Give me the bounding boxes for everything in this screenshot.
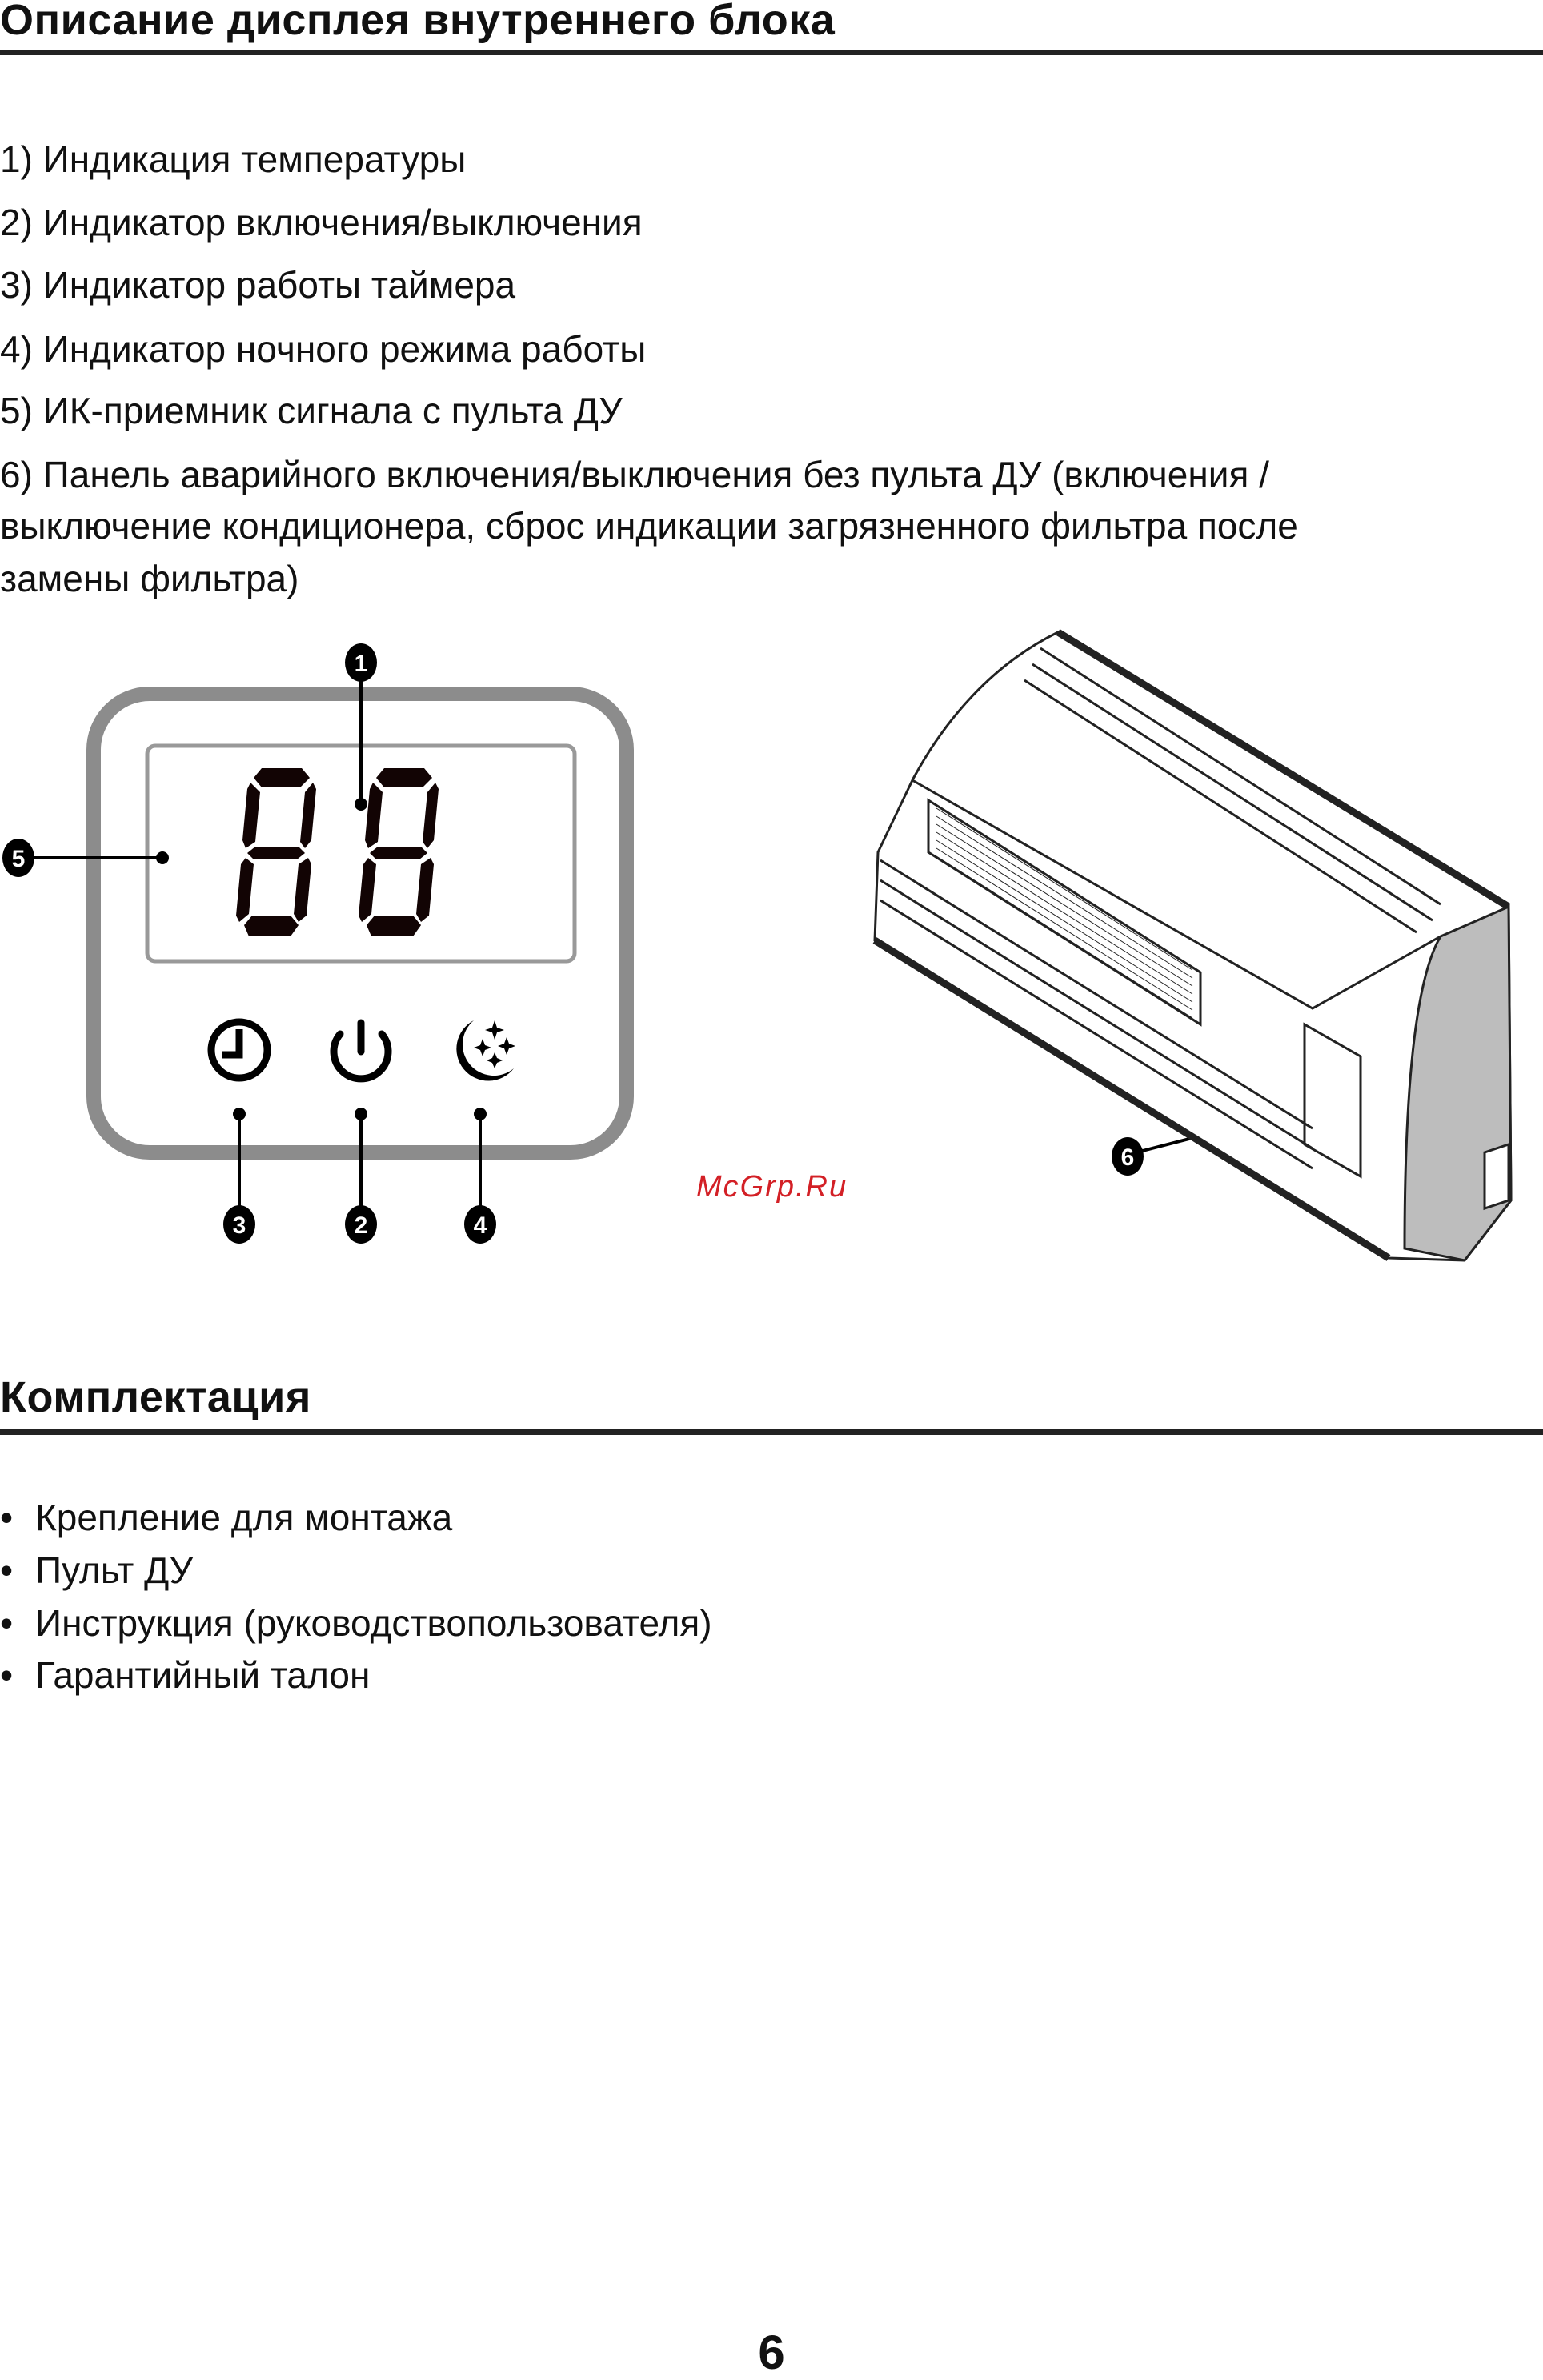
bullet-item xyxy=(0,1495,452,1540)
bullet-marker: • xyxy=(0,1602,14,1644)
watermark: McGrp.Ru xyxy=(696,1170,848,1204)
svg-text:5: 5 xyxy=(11,846,26,872)
list-item: 1) Индикация температуры xyxy=(0,138,467,180)
bullet-marker: • xyxy=(0,1497,14,1538)
bullet-item xyxy=(0,1601,712,1645)
list-item: 5) ИК-приемник сигнала с пульта ДУ xyxy=(0,390,623,431)
list-item: 6) Панель аварийного включения/выключения без пульта ДУ (включения / xyxy=(0,454,1269,495)
indoor-unit-illustration xyxy=(875,632,1511,1260)
list-item: 3) Индикатор работы таймера xyxy=(0,264,516,306)
bullet-marker: • xyxy=(0,1654,14,1696)
callout-5 xyxy=(2,839,34,877)
bullet-text: Крепление для монтажа xyxy=(35,1497,453,1538)
section-title-kit: Комплектация xyxy=(0,1373,311,1421)
list-item: 2) Индикатор включения/выключения xyxy=(0,202,643,243)
bullet-text: Гарантийный талон xyxy=(35,1654,371,1696)
list-item: 4) Индикатор ночного режима работы xyxy=(0,328,647,370)
bullet-item xyxy=(0,1548,193,1593)
bullet-marker: • xyxy=(0,1549,14,1591)
bullet-text: Пульт ДУ xyxy=(35,1549,194,1591)
svg-text:2: 2 xyxy=(354,1212,368,1239)
list-item-continued: замены фильтра) xyxy=(0,558,299,599)
svg-text:4: 4 xyxy=(473,1212,487,1239)
bullet-text: Инструкция (руководствопользователя) xyxy=(35,1602,712,1644)
bullet-item xyxy=(0,1653,370,1697)
callout-2 xyxy=(345,1205,377,1244)
list-item-continued: выключение кондиционера, сброс индикации загрязненного фильтра после xyxy=(0,505,1298,547)
svg-text:3: 3 xyxy=(232,1212,246,1239)
section-title-display: Описание дисплея внутреннего блока xyxy=(0,0,836,44)
page-number: 6 xyxy=(758,2326,785,2379)
callout-3 xyxy=(223,1205,255,1244)
callout-4 xyxy=(464,1205,496,1244)
callout-1 xyxy=(345,643,377,682)
callout-6 xyxy=(1112,1137,1144,1176)
svg-text:6: 6 xyxy=(1120,1144,1135,1171)
divider xyxy=(0,1429,1543,1435)
svg-text:1: 1 xyxy=(354,651,368,677)
